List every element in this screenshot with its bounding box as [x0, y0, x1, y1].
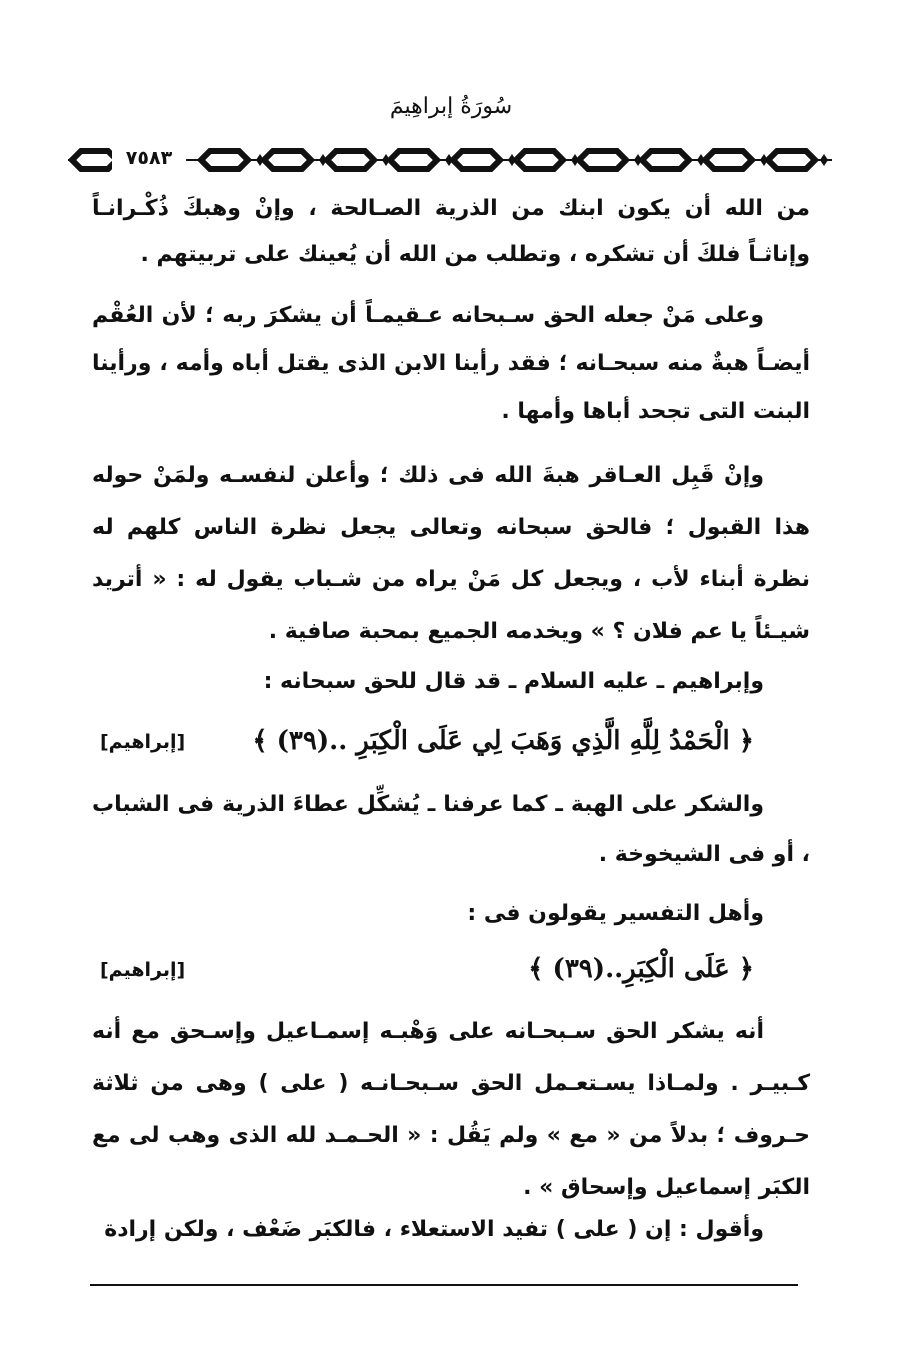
- paragraph: من الله أن يكون ابنك من الذرية الصـالحة ، وإنْ وهبكَ ذُكْـرانـاً وإناثـاً فلكَ أن تشكره ، وتطلب من الله أن يُعينك على تربيتهم .: [92, 196, 810, 267]
- paragraph: وأقول : إن ( على ) تفيد الاستعلاء ، فالكبَر ضَعْف ، ولكن إرادة: [104, 1217, 764, 1242]
- verse-reference: [إبراهيم]: [100, 731, 186, 753]
- quran-verse: ﴿ عَلَى الْكِبَرِ..(٣٩) ﴾: [528, 954, 754, 984]
- quran-verse: ﴿ الْحَمْدُ لِلَّهِ الَّذِي وَهَبَ لِي عَلَى الْكِبَرِ ..(٣٩) ﴾: [252, 726, 754, 756]
- quran-verse-line: [92, 716, 810, 766]
- paragraph: وعلى مَنْ جعله الحق سـبحانه عـقيمـاً أن يشكرَ ربه ؛ لأن العُقْم أيضـاً هبةٌ منه سبحـانه ؛ فقد رأينا الابن الذى يقتل أباه وأمه ، ورأينا البنت التى تجحد أباها وأمها .: [92, 303, 810, 424]
- quran-verse-line: [92, 944, 810, 994]
- paragraph: وإبراهيم ـ عليه السلام ـ قد قال للحق سبحانه :: [263, 669, 764, 694]
- verse-reference: [إبراهيم]: [100, 959, 186, 981]
- paragraph: وأهل التفسير يقولون فى :: [467, 901, 764, 926]
- page-number: ٧٥٨٣: [112, 142, 186, 174]
- surah-title: سُورَةُ إبراهِيمَ: [389, 94, 513, 119]
- paragraph: والشكر على الهبة ـ كما عرفنا ـ يُشكِّل عطاءَ الذرية فى الشباب ، أو فى الشيخوخة .: [92, 792, 810, 867]
- paragraph: وإنْ قَبِل العـاقر هبةَ الله فى ذلك ؛ وأعلن لنفسـه ولمَنْ حوله هذا القبول ؛ فالحق سبحانه وتعالى يجعل نظرة الناس كلهم له نظرة أبناء لأب ، ويجعل كل مَنْ يراه من شـباب يقول له : « أتريد شيـئاً يا عم فلان ؟ » ويخدمه الجميع بمحبة صافية .: [92, 463, 810, 644]
- footer-rule: [90, 1284, 798, 1286]
- paragraph: أنه يشكر الحق سـبحـانه على وَهْبـه إسمـاعيل وإسـحق مع أنه كـبيـر . ولمـاذا يسـتعـمل الحق سـبحـانـه ( على ) وهى من ثلاثة حـروف ؛ بدلاً من « مع » ولم يَقُل : « الحـمـد لله الذى وهب لى مع الكبَر إسماعيل وإسحاق » .: [92, 1019, 810, 1200]
